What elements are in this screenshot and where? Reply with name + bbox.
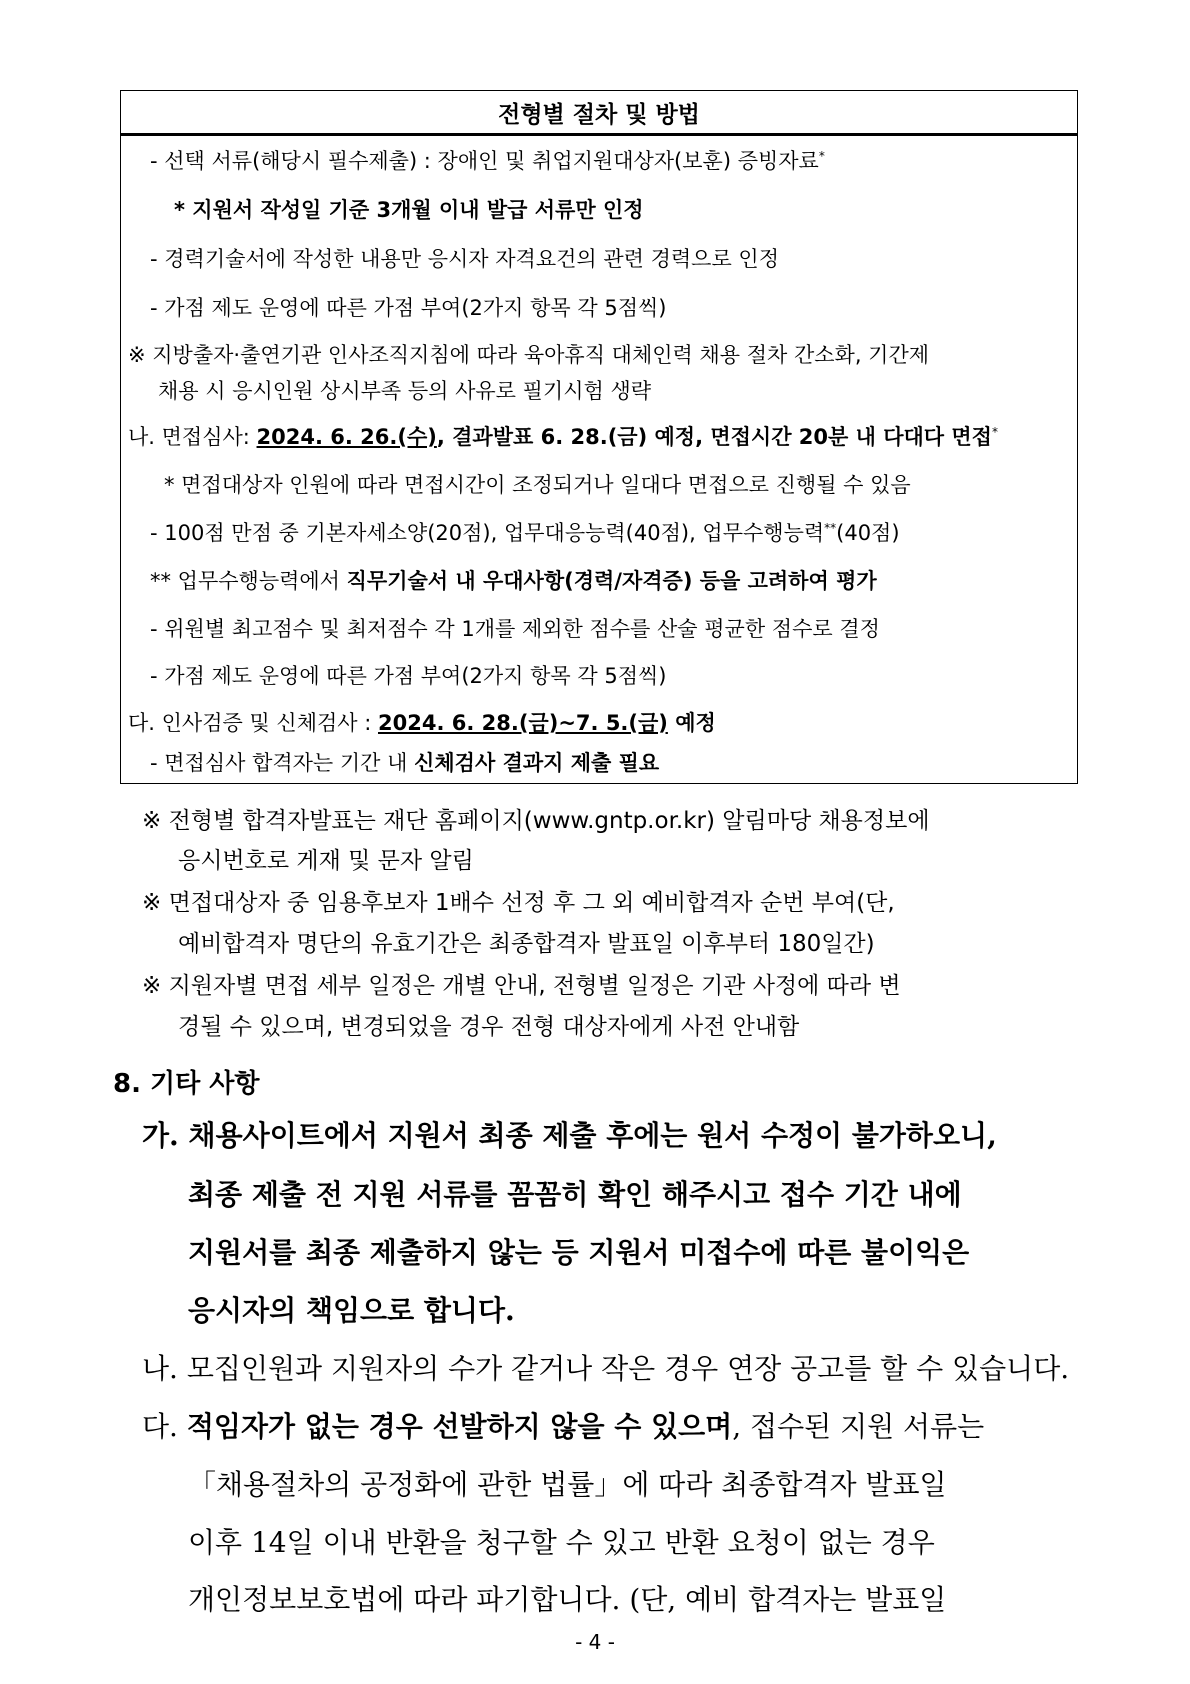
box-line-interview: 나. 면접심사: 2024. 6. 26.(수), 결과발표 6. 28.(금) 예정, 면접시간 20분 내 다대다 면접* [128, 425, 998, 449]
box-line-experience: - 경력기술서에 작성한 내용만 응시자 자격요건의 관련 경력으로 인정 [150, 247, 779, 271]
item-ga-line1: 가. 채용사이트에서 지원서 최종 제출 후에는 원서 수정이 불가하오니, [142, 1119, 997, 1152]
note-announcement-a: ※ 전형별 합격자발표는 재단 홈페이지(www.gntp.or.kr) 알림마당 채용정보에 [142, 808, 930, 834]
page-number: - 4 - [575, 1630, 615, 1654]
item-da-line2: 「채용절차의 공정화에 관한 법률」에 따라 최종합격자 발표일 [188, 1468, 947, 1501]
box-line-score-note: ** 업무수행능력에서 직무기술서 내 우대사항(경력/자격증) 등을 고려하여 평가 [150, 569, 877, 593]
box-line-score: - 100점 만점 중 기본자세소양(20점), 업무대응능력(40점), 업무수행능력**(40점) [150, 521, 900, 545]
item-da-line4: 개인정보보호법에 따라 파기합니다. (단, 예비 합격자는 발표일 [188, 1583, 947, 1616]
item-ga-line4: 응시자의 책임으로 합니다. [188, 1294, 515, 1327]
item-da-line1: 다. 적임자가 없는 경우 선발하지 않을 수 있으며, 접수된 지원 서류는 [142, 1410, 985, 1443]
box-line-note-a: ※ 지방출자·출연기관 인사조직지침에 따라 육아휴직 대체인력 채용 절차 간소화, 기간제 [128, 343, 930, 367]
procedure-box-title: 전형별 절차 및 방법 [121, 91, 1077, 136]
note-announcement-b: 응시번호로 게재 및 문자 알림 [178, 848, 474, 874]
item-na-line1: 나. 모집인원과 지원자의 수가 같거나 작은 경우 연장 공고를 할 수 있습니다. [142, 1352, 1070, 1385]
box-line-verification: 다. 인사검증 및 신체검사 : 2024. 6. 28.(금)~7. 5.(금) 예정 [128, 711, 716, 735]
note-reserve-b: 예비합격자 명단의 유효기간은 최종합격자 발표일 이후부터 180일간) [178, 931, 875, 957]
box-line-doc-validity: * 지원서 작성일 기준 3개월 이내 발급 서류만 인정 [174, 198, 644, 222]
box-line-bonus-points: - 가점 제도 운영에 따른 가점 부여(2가지 항목 각 5점씩) [150, 296, 667, 320]
section-title: 8. 기타 사항 [113, 1069, 260, 1099]
item-ga-line2: 최종 제출 전 지원 서류를 꼼꼼히 확인 해주시고 접수 기간 내에 [188, 1178, 962, 1211]
note-schedule-a: ※ 지원자별 면접 세부 일정은 개별 안내, 전형별 일정은 기관 사정에 따라 변 [142, 973, 901, 999]
item-ga-line3: 지원서를 최종 제출하지 않는 등 지원서 미접수에 따른 불이익은 [188, 1236, 970, 1269]
box-line-note-b: 채용 시 응시인원 상시부족 등의 사유로 필기시험 생략 [158, 379, 652, 403]
box-line-averaging: - 위원별 최고점수 및 최저점수 각 1개를 제외한 점수를 산술 평균한 점수로 결정 [150, 617, 880, 641]
box-line-optional-docs: - 선택 서류(해당시 필수제출) : 장애인 및 취업지원대상자(보훈) 증빙자료* [150, 149, 825, 173]
box-line-interview-note: * 면접대상자 인원에 따라 면접시간이 조정되거나 일대다 면접으로 진행될 수 있음 [164, 473, 911, 497]
note-schedule-b: 경될 수 있으며, 변경되었을 경우 전형 대상자에게 사전 안내함 [178, 1014, 800, 1040]
note-reserve-a: ※ 면접대상자 중 임용후보자 1배수 선정 후 그 외 예비합격자 순번 부여(단, [142, 890, 895, 916]
box-line-medical: - 면접심사 합격자는 기간 내 신체검사 결과지 제출 필요 [150, 751, 660, 775]
item-da-line3: 이후 14일 이내 반환을 청구할 수 있고 반환 요청이 없는 경우 [188, 1526, 935, 1559]
box-line-bonus-points-2: - 가점 제도 운영에 따른 가점 부여(2가지 항목 각 5점씩) [150, 664, 667, 688]
